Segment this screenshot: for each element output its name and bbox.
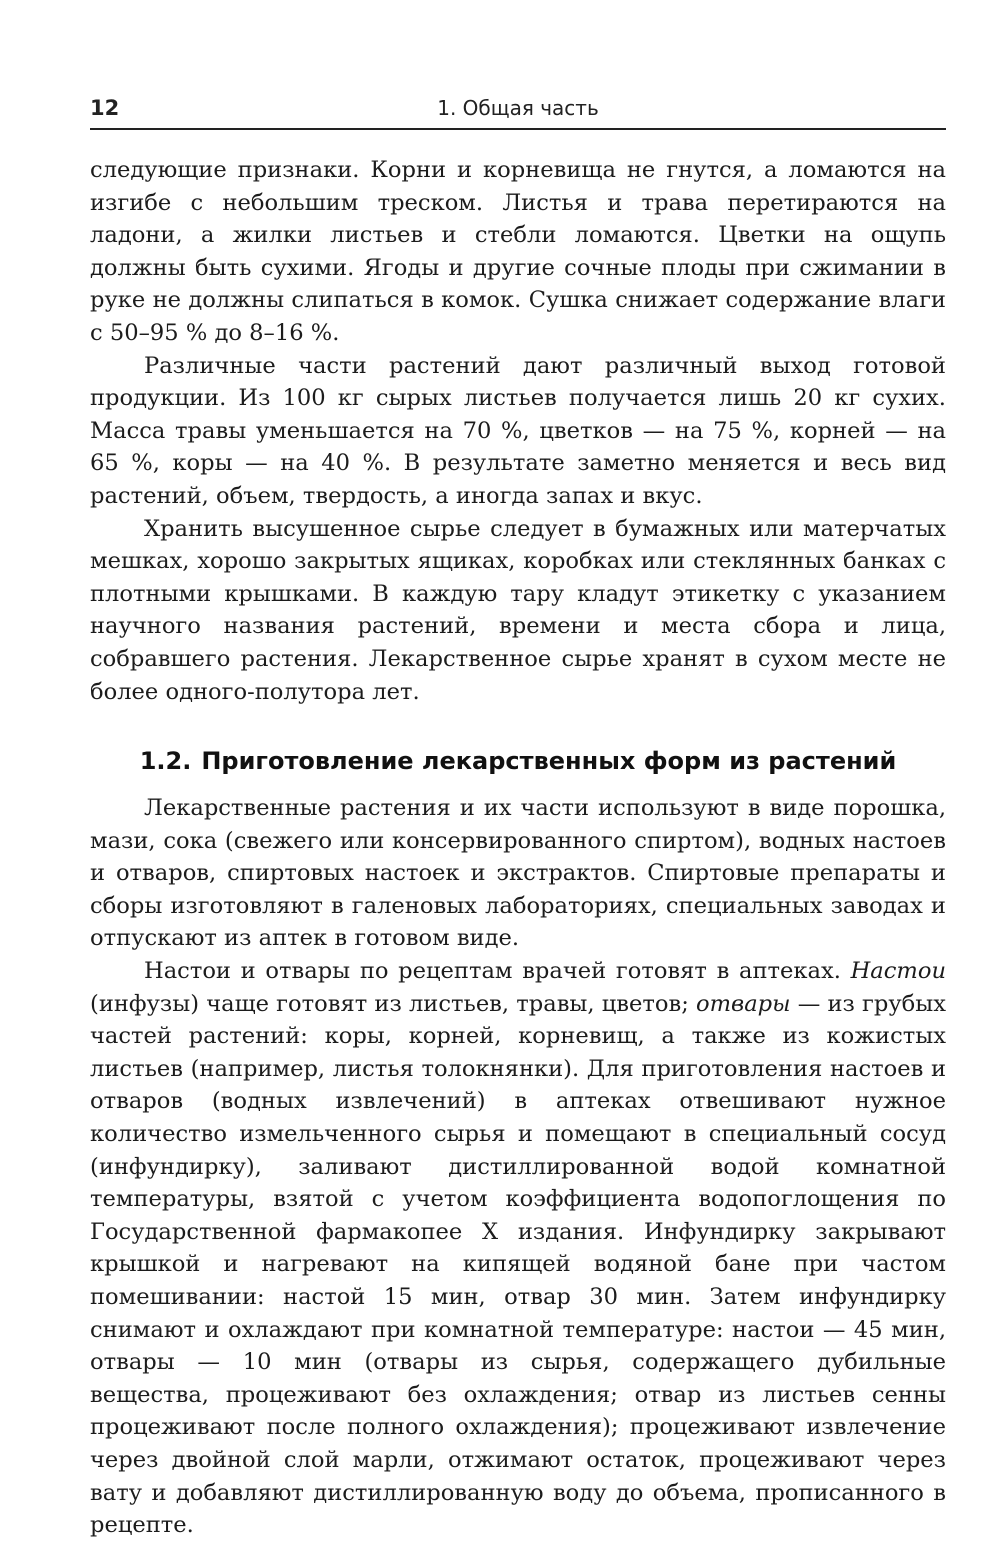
header-divider: [90, 128, 946, 130]
section-number: 1.2.: [139, 747, 192, 776]
page-body: [90, 154, 946, 1542]
paragraph-text: (инфузы) чаще готовят из листьев, травы, цветов;: [90, 990, 697, 1017]
page-number: 12: [90, 96, 120, 120]
paragraph-text: Настои и отвары по рецептам врачей готовят в аптеках.: [144, 958, 851, 985]
paragraph-continuation: следующие признаки. Корни и корневища не гнутся, а ломаются на изгибе с небольшим треском. Листья и трава перетираются на ладони, а жилки листьев и стебли ломаются. Цветки на ощупь должны быть сухими. Ягоды и другие сочные плоды при сжимании в руке не должны слипаться в комок. Сушка снижает содержание влаги с 50–95 % до 8–16 %.: [90, 157, 946, 346]
paragraph-text: — из грубых частей растений: коры, корней, корневищ, а также из кожистых листьев (например, листья толокнянки). Для приготовления настоев и отваров (водных извлечений) в аптеках отвешивают нужное количество измельченного сырья и помещают в специальный сосуд (инфундирку), заливают дистиллированной водой комнатной температуры, взятой с учетом коэффициента водопоглощения по Государственной фармакопее X издания. Инфундирку закрывают крышкой и нагревают на кипящей водяной бане при частом помешивании: настой 15 мин, отвар 30 мин. Затем инфундирку снимают и охлаждают при комнатной температуре: настои — 45 мин, отвары — 10 мин (отвары из сырья, содержащего дубильные вещества, процеживают без охлаждения; отвар из листьев сенны процеживают после полного охлаждения); процеживают извлечение через двойной слой марли, отжимают остаток, процеживают через вату и добавляют дистиллированную воду до объема, прописанного в рецепте.: [90, 990, 946, 1539]
term-decoctions: отвары: [696, 990, 791, 1017]
section-title: Приготовление лекарственных форм из растений: [201, 747, 897, 776]
paragraph: Различные части растений дают различный выход готовой продукции. Из 100 кг сырых листьев получается лишь 20 кг сухих. Масса травы уменьшается на 70 %, цветков — на 75 %, корней — на 65 %, коры — на 40 %. В результате заметно меняется и весь вид растений, объем, твердость, а иногда запах и вкус.: [90, 352, 946, 509]
running-head-title: 1. Общая часть: [437, 96, 599, 120]
paragraph: Лекарственные растения и их части используют в виде порошка, мази, сока (свежего или консервированного спиртом), водных настоев и отваров, спиртовых настоек и экстрактов. Спиртовые препараты и сборы изготовляют в галеновых лабораториях, специальных заводах и отпускают из аптек в готовом виде.: [90, 795, 946, 952]
paragraph: Хранить высушенное сырье следует в бумажных или матерчатых мешках, хорошо закрытых ящиках, коробках или стеклянных банках с плотными крышками. В каждую тару кладут этикетку с указанием научного названия растений, времени и места сбора и лица, собравшего растения. Лекарственное сырье хранят в сухом месте не более одного-полутора лет.: [90, 515, 946, 705]
running-head: [90, 92, 946, 126]
term-infusions: Настои: [850, 958, 946, 985]
section-heading: [90, 746, 946, 776]
paragraph: [90, 955, 946, 1542]
